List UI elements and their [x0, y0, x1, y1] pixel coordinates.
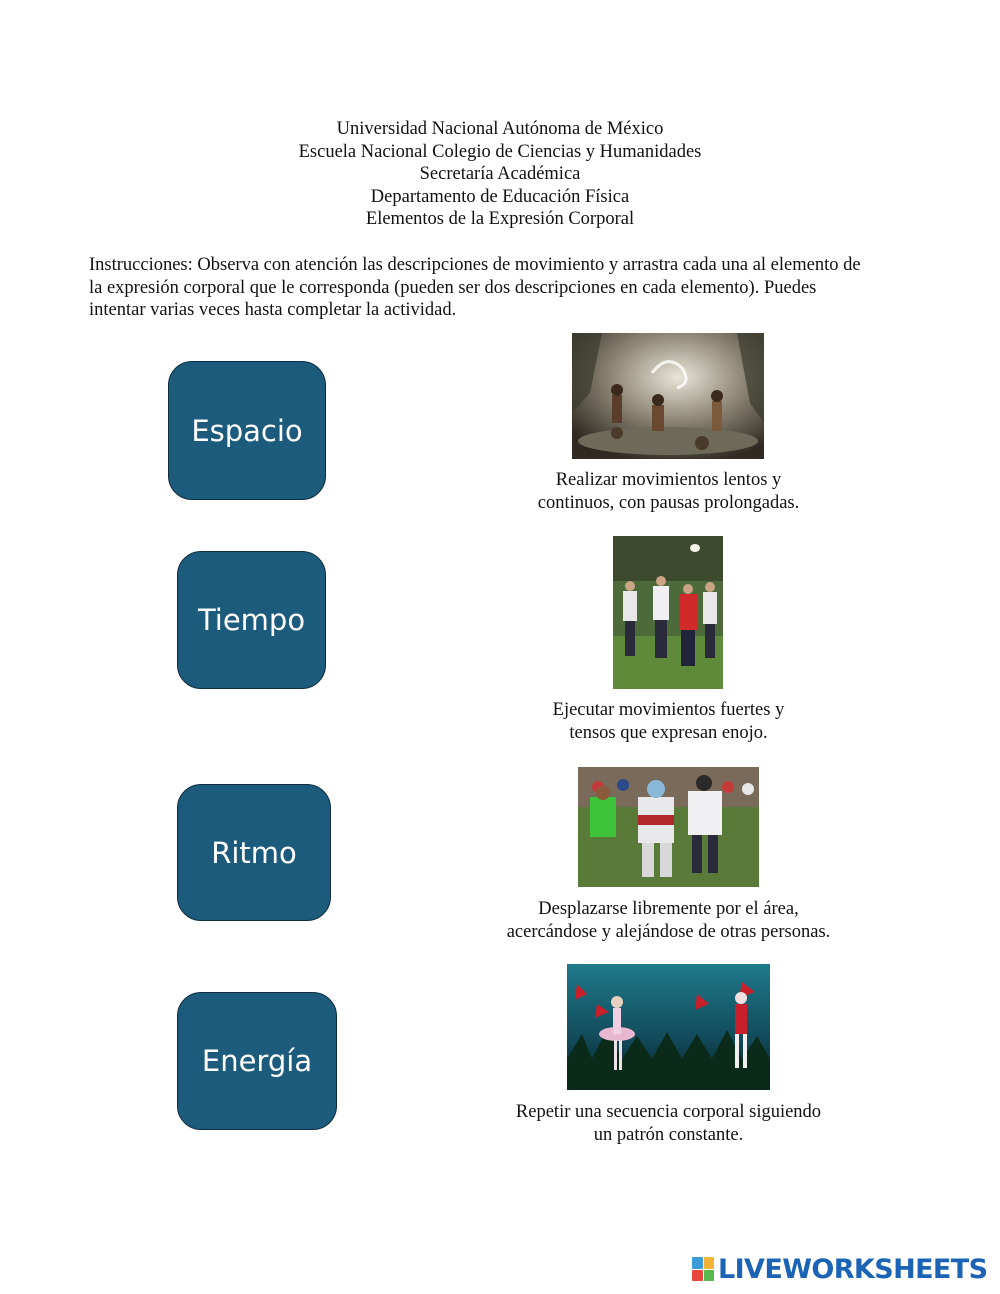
- header-secretariat: Secretaría Académica: [419, 164, 581, 184]
- drop-box-label: Energía: [201, 1044, 313, 1078]
- header-university: Universidad Nacional Autónoma de México: [336, 119, 664, 139]
- logo-square: [692, 1257, 703, 1269]
- document-header: [0, 118, 1000, 231]
- caption-line: Realizar movimientos lentos y: [555, 470, 782, 490]
- description-card-2[interactable]: [499, 699, 838, 745]
- caption-line: tensos que expresan enojo.: [569, 723, 768, 743]
- liveworksheets-mark-icon: [692, 1257, 714, 1281]
- youth-rugby-tackle-photo[interactable]: [578, 767, 759, 887]
- drop-box-label: Espacio: [191, 413, 303, 448]
- children-splashing-water-photo[interactable]: [572, 333, 764, 459]
- instructions: [89, 254, 924, 322]
- description-card-3[interactable]: [468, 898, 869, 944]
- instructions-line-3: intentar varias veces hasta completar la actividad.: [89, 300, 457, 320]
- description-card-1[interactable]: [499, 469, 838, 515]
- drop-box-energia[interactable]: [177, 992, 337, 1130]
- brand-name: LIVEWORKSHEETS: [718, 1253, 988, 1285]
- drop-box-label: Tiempo: [197, 603, 306, 637]
- drop-box-tiempo[interactable]: [177, 551, 326, 689]
- caption-line: continuos, con pausas prolongadas.: [537, 493, 800, 513]
- drop-box-label: Ritmo: [211, 835, 297, 870]
- caption-line: un patrón constante.: [593, 1125, 744, 1145]
- drop-box-ritmo[interactable]: [177, 784, 331, 921]
- logo-square: [692, 1270, 703, 1282]
- header-school: Escuela Nacional Colegio de Ciencias y Humanidades: [298, 141, 702, 162]
- header-topic: Elementos de la Expresión Corporal: [365, 209, 635, 229]
- instructions-line-2: la expresión corporal que le corresponda (pueden ser dos descripciones en cada elemento). Puedes: [89, 277, 817, 298]
- header-department: Departamento de Educación Física: [370, 186, 630, 207]
- caption-line: Ejecutar movimientos fuertes y: [552, 700, 785, 720]
- drop-box-espacio[interactable]: [168, 361, 326, 500]
- instructions-line-1: Instrucciones: Observa con atención las descripciones de movimiento y arrastra cada una al elemento de: [89, 255, 861, 275]
- caption-line: Desplazarse libremente por el área,: [538, 899, 799, 919]
- caption-line: acercándose y alejándose de otras personas.: [506, 922, 831, 942]
- logo-square: [704, 1257, 715, 1269]
- rugby-match-photo[interactable]: [613, 536, 723, 689]
- caption-line: Repetir una secuencia corporal siguiendo: [515, 1102, 822, 1122]
- ballet-dancers-stage-photo[interactable]: [567, 964, 770, 1090]
- description-card-4[interactable]: [468, 1101, 869, 1147]
- liveworksheets-logo: [692, 1254, 987, 1284]
- logo-square: [704, 1270, 715, 1282]
